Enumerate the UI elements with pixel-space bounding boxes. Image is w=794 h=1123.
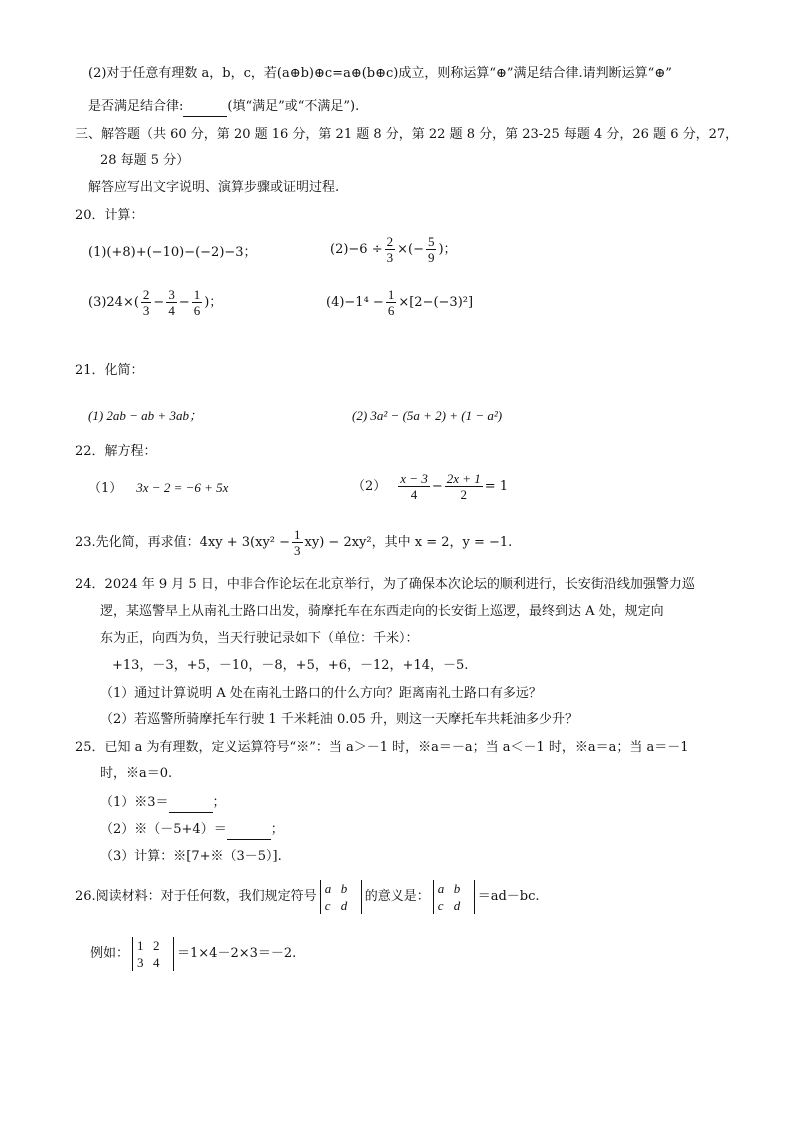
- numerator: x − 3: [400, 471, 428, 486]
- q24-line2: 逻，某巡警早上从南礼士路口出发，骑摩托车在东西走向的长安街上巡逻，最终到达 A 处，规定向: [100, 604, 664, 619]
- q25-part2-text: （2）※（－5+4）＝: [100, 822, 227, 837]
- semicolon: ；: [212, 795, 226, 810]
- fraction: [386, 287, 397, 318]
- det-cell: 1: [137, 937, 144, 953]
- fraction: [445, 471, 483, 502]
- det-cell: 4: [153, 954, 160, 970]
- det-cell: c: [437, 897, 444, 913]
- det-cell: a: [324, 880, 332, 896]
- section-3-instruction: 解答应写出文字说明、演算步骤或证明过程.: [88, 180, 340, 195]
- numerator: 2x + 1: [446, 471, 481, 486]
- det-cell: c: [324, 897, 331, 913]
- det-cell: 3: [137, 954, 144, 970]
- answer-blank[interactable]: [227, 825, 271, 840]
- q20-heading: 20．计算：: [75, 208, 144, 223]
- q23-prefix: 23.先化简，再求值：4xy + 3(xy² −: [75, 535, 291, 550]
- q22-part2-label: （2）: [352, 479, 387, 494]
- q20-part4-suffix: ×[2−(−3)²]: [398, 295, 474, 310]
- section-3-title: 三、解答题（共 60 分，第 20 题 16 分，第 21 题 8 分，第 22 题 8 分，第 23-25 每题 4 分，26 题 6 分，27，: [75, 127, 739, 142]
- q22-heading: 22．解方程：: [75, 444, 157, 459]
- q20-part2-mid: ×(−: [397, 242, 424, 257]
- fraction: [192, 287, 203, 318]
- q25-part1-text: （1）※3＝: [100, 795, 169, 810]
- numerator: 5: [427, 234, 435, 249]
- q26-example-prefix: 例如：: [90, 946, 130, 961]
- det-cell: a: [437, 880, 445, 896]
- denominator: 2: [460, 487, 467, 502]
- denominator: 6: [193, 303, 201, 318]
- determinant-example: [132, 937, 174, 971]
- q22-part2-suffix: = 1: [484, 479, 509, 494]
- q22-part1-label: （1）: [88, 481, 123, 496]
- denominator: 3: [142, 303, 150, 318]
- numerator: 3: [168, 287, 175, 302]
- fraction: [398, 471, 430, 502]
- q26-definition: ＝ad－bc.: [477, 889, 540, 904]
- denominator: 6: [387, 303, 395, 318]
- q25-part1: [100, 793, 226, 813]
- q20-part1: (1)(+8)+(−10)−(−2)−3；: [88, 245, 257, 260]
- numerator: 2: [142, 287, 150, 302]
- q22-part2: [352, 470, 508, 504]
- q22-part1-equation: 3x − 2 = −6 + 5x: [136, 480, 229, 495]
- denominator: 4: [410, 487, 418, 502]
- q20-part2-prefix: (2)−6 ÷: [330, 242, 383, 257]
- q25-part3: （3）计算：※[7+※（3－5）].: [100, 849, 282, 864]
- q19-part2-prefix: 是否满足结合律:: [88, 99, 184, 114]
- fraction: [426, 234, 437, 265]
- answer-blank[interactable]: [169, 798, 213, 813]
- q20-part2-suffix: )；: [438, 242, 457, 257]
- denominator: 3: [294, 543, 301, 558]
- determinant-symbol: [320, 880, 362, 914]
- det-cell: 2: [153, 937, 160, 953]
- denominator: 9: [427, 250, 435, 265]
- q21-heading: 21．化简：: [75, 363, 144, 378]
- minus-sign: −: [178, 295, 190, 310]
- det-cell: b: [453, 880, 461, 896]
- det-cell: d: [453, 897, 461, 913]
- q26-prefix: 26.阅读材料：对于任何数，我们规定符号: [75, 889, 317, 904]
- q25-line1: 25．已知 a 为有理数，定义运算符号“※”：当 a＞－1 时，※a＝－a；当 a＜－1 时，※a＝a；当 a＝－1: [75, 740, 689, 755]
- q23: [75, 526, 512, 560]
- det-cell: d: [340, 897, 348, 913]
- q20-part4-prefix: (4)−1⁴ −: [326, 295, 384, 310]
- q19-part2-line1: (2)对于任意有理数 a，b，c，若(a⊕b)⊕c=a⊕(b⊕c)成立，则称运算“⊕”满足结合律.请判断运算“⊕”: [88, 66, 672, 81]
- numerator: 2: [386, 234, 394, 249]
- determinant-symbol: [433, 880, 475, 914]
- q20-part3-suffix: )；: [204, 295, 223, 310]
- denominator: 3: [386, 250, 394, 265]
- q20-part4: [326, 287, 473, 318]
- answer-blank[interactable]: [183, 102, 227, 117]
- fraction: [385, 234, 396, 265]
- numerator: 1: [193, 287, 201, 302]
- q26-example-result: ＝1×4－2×3＝－2.: [177, 946, 297, 961]
- fraction: [292, 527, 303, 558]
- q26-mid: 的意义是：: [364, 889, 430, 904]
- q20-part2: [330, 234, 457, 265]
- denominator: 4: [168, 303, 175, 318]
- numerator: 1: [387, 287, 395, 302]
- q26-example: [90, 935, 296, 973]
- q20-part3: [88, 287, 222, 318]
- minus-sign: −: [431, 479, 443, 494]
- q26-line1: [75, 878, 540, 916]
- q24-part2: （2）若巡警所骑摩托车行驶 1 千米耗油 0.05 升，则这一天摩托车共耗油多少升？: [100, 712, 579, 727]
- fraction: [141, 287, 152, 318]
- q21-part2: (2) 3a² − (5a + 2) + (1 − a²): [352, 408, 503, 423]
- fraction: [166, 287, 177, 318]
- numerator: 1: [294, 527, 301, 542]
- q24-part1: （1）通过计算说明 A 处在南礼士路口的什么方向？距离南礼士路口有多远？: [100, 686, 542, 701]
- q25-line2: 时，※a＝0.: [100, 766, 173, 781]
- q25-part2: [100, 820, 284, 840]
- q24-records: +13，－3，+5，－10，－8，+5，+6，－12，+14，－5.: [112, 658, 469, 673]
- q21-part1: (1) 2ab − ab + 3ab；: [88, 408, 202, 423]
- q22-part1: [88, 478, 228, 499]
- minus-sign: −: [153, 295, 165, 310]
- q24-line3: 东为正，向西为负，当天行驶记录如下（单位：千米）：: [100, 631, 419, 646]
- q23-suffix: xy) − 2xy²，其中 x = 2，y = −1.: [304, 535, 513, 550]
- det-cell: b: [340, 880, 348, 896]
- q19-part2-suffix: (填“满足”或“不满足”).: [227, 99, 360, 114]
- semicolon: ；: [270, 822, 284, 837]
- q24-line1: 24．2024 年 9 月 5 日，中非合作论坛在北京举行，为了确保本次论坛的顺利进行，长安街沿线加强警力巡: [75, 577, 695, 592]
- q19-part2-line2: [88, 97, 359, 117]
- section-3-title-cont: 28 每题 5 分）: [100, 153, 190, 168]
- q20-part3-prefix: (3)24×(: [88, 295, 139, 310]
